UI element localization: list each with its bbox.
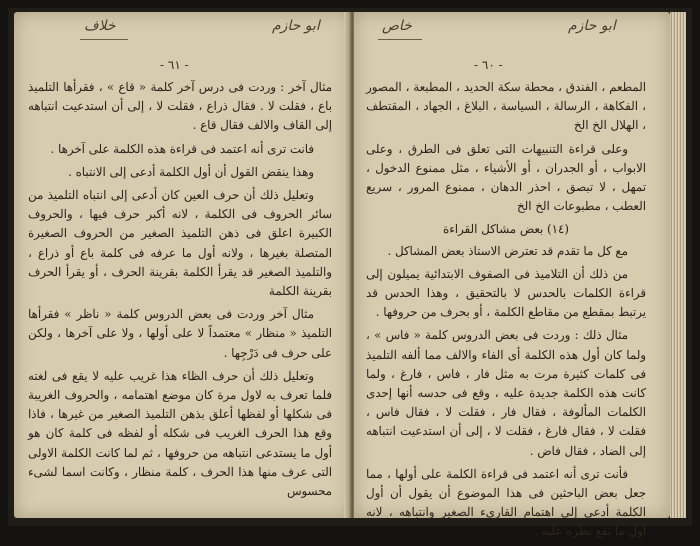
paragraph: وعلى قراءة التنبيهات التى تعلق فى الطرق ، وعلى الابواب ، أو الجدران ، أو الأشياء ، مثل ممنوع الدخول ، تمهل ، لا تبصق ، احذر الدهان ، ممنوع المرور ، سريع العطب ، مطبوعات الخ الخ: [366, 141, 646, 214]
paragraph: مثال آخر : وردت فى درس آخر كلمة « قاع » ، فقرأها التلميذ باع ، فقلت لا . فقال ذراع ، فقلت لا ، إلى أن استدعيت انتباهه إلى القاف والالف فقال قاع .: [28, 80, 332, 133]
handwriting-underline: [378, 39, 422, 40]
right-page: [354, 12, 670, 539]
section-heading: (١٤) بعض مشاكل القراءة: [443, 222, 569, 237]
right-page-body: [366, 78, 646, 546]
page-edges: [670, 12, 686, 518]
page-number: - ٦١ -: [160, 58, 189, 72]
paragraph: المطعم ، الفندق ، محطة سكة الحديد ، المطبعة ، المصور ، الفكاهة ، الرسالة ، السياسة ، البلاغ ، الجهاد ، المقتطف ، الهلال الخ الخ: [366, 80, 646, 133]
open-book: [8, 8, 692, 539]
handwriting-underline: [80, 39, 128, 40]
paragraph: فأنت ترى أنه اعتمد فى قراءة الكلمة على أولها ، مما جعل بعض الباحثين فى هذا الموضوع أن يقول أن أول الكلمة أدعى إلى اهتمام القارىء الصغير وانتباهه ، لانه أول ما يقع نظره عليه .: [366, 466, 646, 539]
handwritten-note-right: ابو حازم: [568, 18, 616, 34]
paragraph: مثال ذلك : وردت فى بعض الدروس كلمة « فاس » ، ولما كان أول هذه الكلمة أى الفاء والالف مما ألفه التلميذ فى كلمات كثيرة مرت به مثل فار ، فاس ، فارغ ، ولما كانت هذه الكلمة جديدة عليه ، وقع فى حدسه أنها إحدى الكلمات المألوفة ، فقال فار ، فقلت لا ، فقال فاس ، فقلت لا ، فقال فارغ ، فقلت لا ، إلى أن استدعيت انتباهه إلى الضاد ، فقال فاض .: [366, 328, 646, 458]
paragraph: وهذا ينقض القول أن أول الكلمة أدعى إلى الانتباه .: [68, 164, 314, 179]
left-page-body: [28, 78, 332, 505]
paragraph: مثال آخر وردت فى بعض الدروس كلمة « ناظر » فقرأها التلميذ « منظار » معتمداً لا على أولها ، ولا على آخرها ، ولكن على حرف فى دَرْجِها .: [28, 307, 332, 360]
handwritten-note-left: خلاف: [84, 18, 116, 34]
left-page: [14, 12, 350, 518]
paragraph: مع كل ما تقدم قد تعترض الاستاذ بعض المشاكل .: [387, 243, 628, 258]
paragraph: فانت ترى أنه اعتمد فى قراءة هذه الكلمة على آخرها .: [50, 141, 314, 156]
paragraph: وتعليل ذلك أن حرف الظاء هذا غريب عليه لا يقع فى لغته فلما تعرف به لاول مرة كان موضع اهتمامه ، والحروف الغريبة فى شكلها أو لفظها أعلق بذهن التلميذ الصغير من غيرها ، فاذا وقع هذا الحرف الغريب فى شكله أو لفظه فى كلمة كان هو أول ما يستدعى انتباهه من حروفها ، ثم لما كانت الكلمة الاولى التى عرف منها هذا الحرف ، كلمة منظار ، وكانت اسما لشىء محسوس: [28, 368, 332, 499]
paragraph: من ذلك أن التلاميذ فى الصفوف الابتدائية يميلون إلى قراءة الكلمات بالحدس لا بالتحقيق ، وهذا الحدس قد يرتبط بمقطع من مقاطع الكلمة ، أو بحرف من حروفها .: [366, 266, 646, 320]
handwritten-note-left: خاص: [382, 18, 412, 34]
paragraph: وتعليل ذلك أن حرف العين كان أدعى إلى انتباه التلميذ من سائر الحروف فى الكلمة ، لانه أكبر حرف فيها ، والحروف الكبيرة اعلق فى ذهن التلميذ الصغير من الحروف الصغيرة المتصلة بغيرها ، ولانه أول ما عرفه فى كلمة باع أو ذراع ، والتلميذ الصغير قد يقرأ الكلمة بقرينة الحرف ، أو يقرأ الحرف بقرينة الكلمة: [28, 188, 332, 299]
handwritten-note-right: ابو حازم: [272, 18, 320, 34]
page-number: - ٦٠ -: [474, 58, 503, 72]
